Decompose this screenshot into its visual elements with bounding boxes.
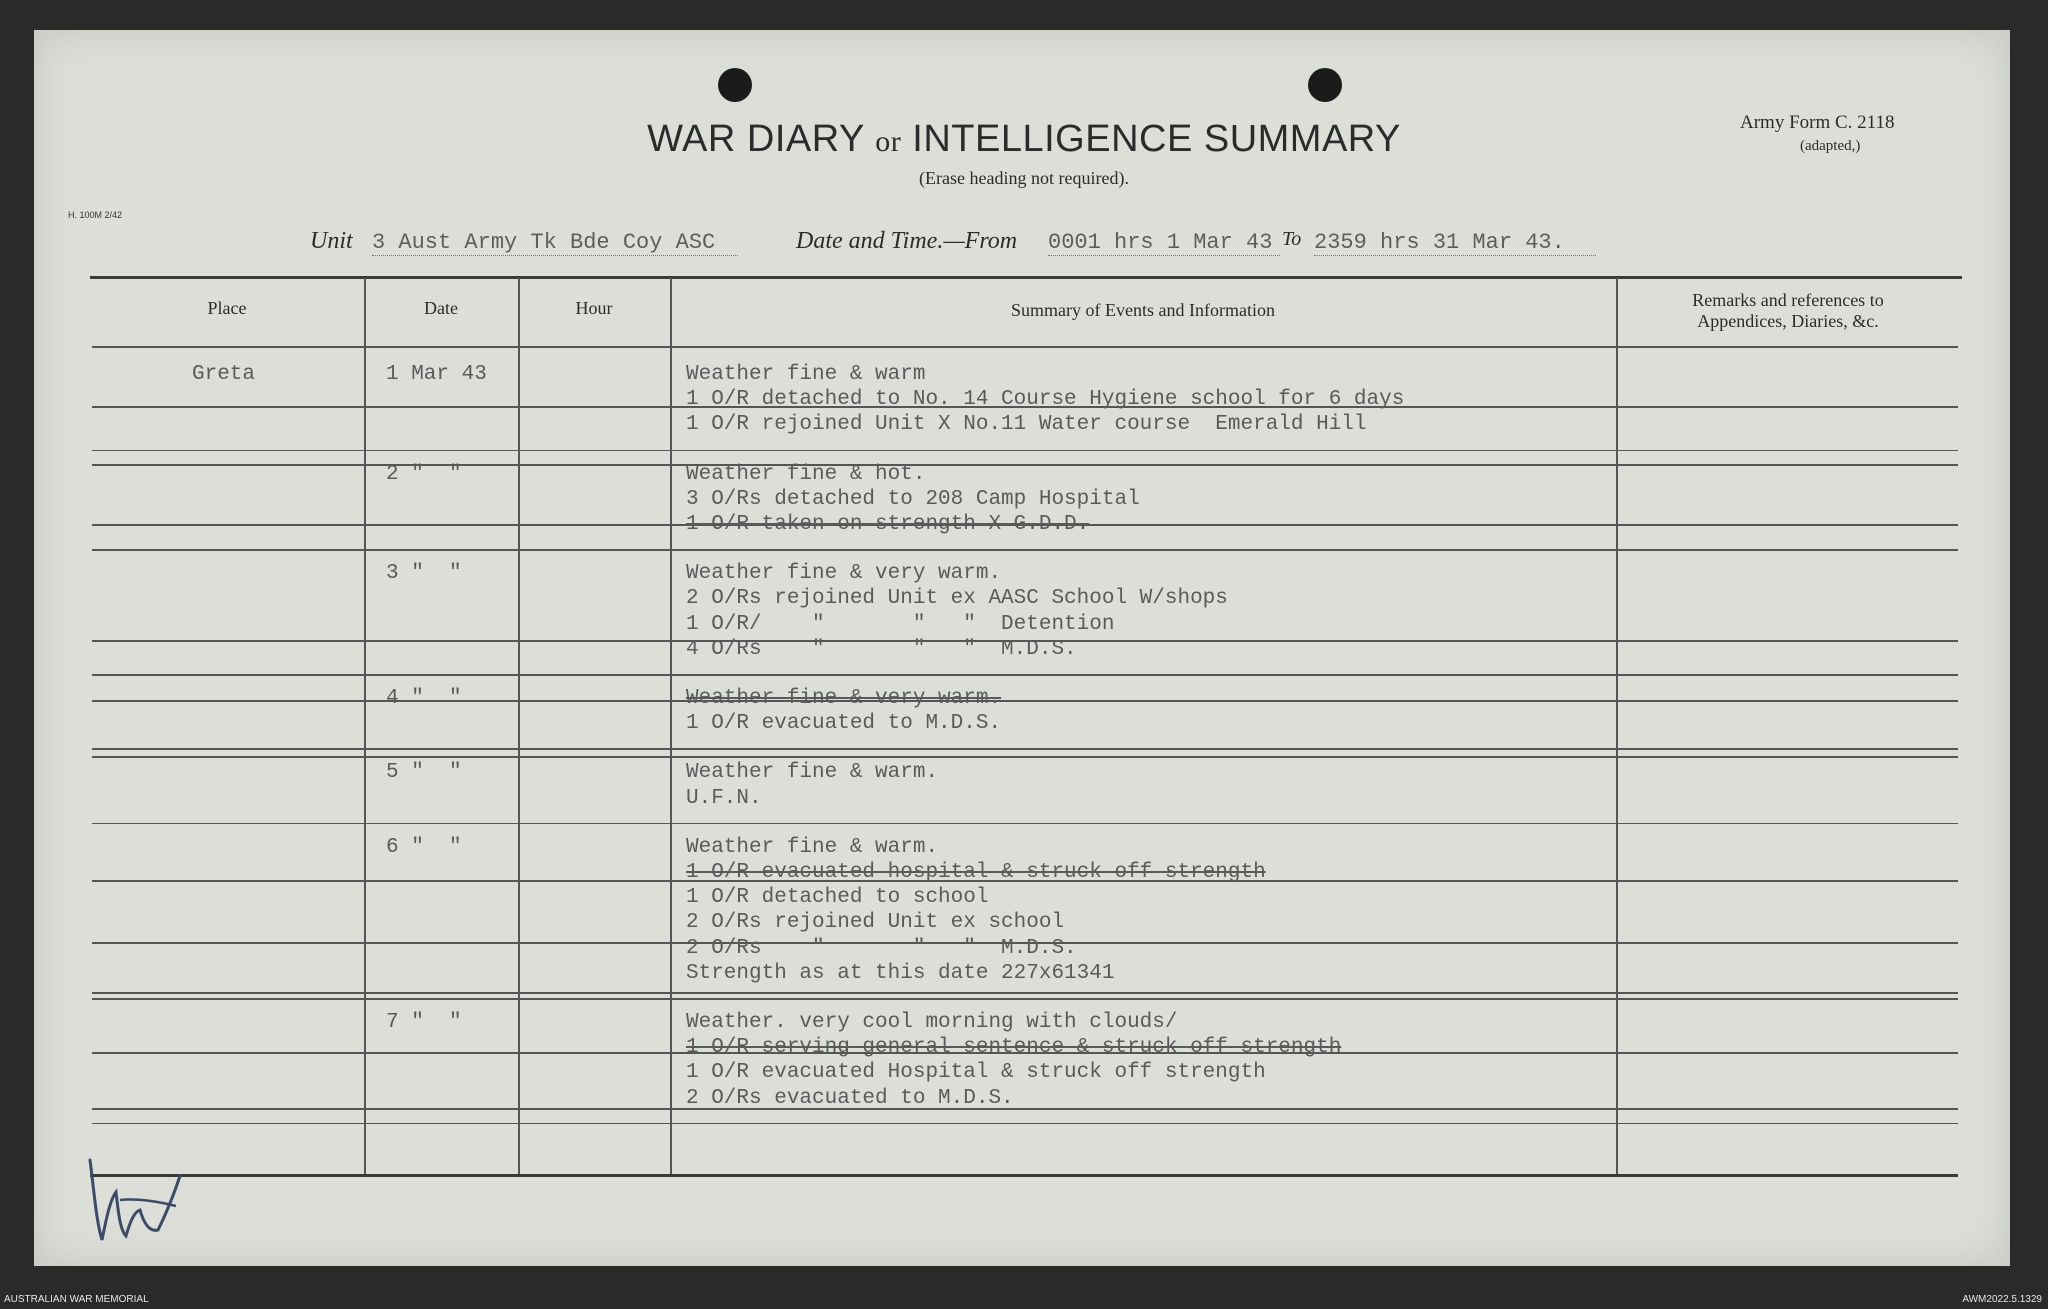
col-divider (1616, 278, 1618, 1174)
punch-hole (1308, 68, 1342, 102)
to-value: 2359 hrs 31 Mar 43. (1314, 230, 1596, 256)
date-time-label: Date and Time.—From (796, 228, 1018, 254)
title-or: or (875, 125, 902, 158)
summary-line: 1 O/R evacuated to M.D.S. (686, 712, 1002, 736)
summary-line: Weather fine & warm. (686, 761, 939, 785)
summary-line: 1 O/R serving general sentence & struck off strength (686, 1036, 1342, 1060)
army-form-adapted: (adapted,) (1800, 138, 1861, 154)
entry-date: 7 " " (386, 1011, 462, 1034)
col-header-summary: Summary of Events and Information (1011, 300, 1275, 320)
ruled-line (92, 756, 1958, 758)
summary-line: Weather fine & very warm. (686, 687, 1002, 710)
summary-line: 1 O/R evacuated hospital & struck off strength (686, 861, 1266, 884)
ruled-line (92, 992, 1958, 994)
summary-line: 1 O/R taken on strength X G.D.D. (686, 513, 1090, 536)
army-form-number: Army Form C. 2118 (1740, 112, 1895, 133)
col-header-date: Date (424, 298, 458, 318)
ruled-line (92, 346, 1958, 348)
entry-date: 4 " " (386, 687, 462, 710)
col-header-remarks (1618, 290, 1958, 332)
ruled-line (92, 998, 1958, 1000)
summary-line: Weather fine & very warm. (686, 562, 1002, 586)
remarks-header-line: Remarks and references to (1692, 290, 1884, 310)
punch-hole (718, 68, 752, 102)
print-code: H. 100M 2/42 (68, 210, 123, 220)
summary-line: 1 O/R evacuated Hospital & struck off strength (686, 1061, 1266, 1085)
title-intelligence-summary: INTELLIGENCE SUMMARY (912, 118, 1401, 160)
ruled-line (92, 748, 1958, 750)
summary-line: 4 O/Rs " " " M.D.S. (686, 637, 1077, 661)
entry-date: 2 " " (386, 462, 462, 486)
ruled-line (92, 549, 1958, 551)
summary-line: 1 O/R rejoined Unit X No.11 Water course Emerald Hill (686, 413, 1367, 437)
summary-line: 2 O/Rs rejoined Unit ex AASC School W/shops (686, 587, 1228, 611)
summary-line: 1 O/R/ " " " Detention (686, 612, 1115, 636)
entry-date: 5 " " (386, 761, 462, 785)
summary-line: 2 O/Rs evacuated to M.D.S. (686, 1086, 1014, 1110)
remarks-header-line: Appendices, Diaries, &c. (1697, 311, 1879, 331)
footer-source: AUSTRALIAN WAR MEMORIAL (4, 1294, 149, 1305)
form-subtitle: (Erase heading not required). (919, 168, 1129, 188)
table-bottom-rule (90, 1174, 1958, 1177)
summary-line: Weather fine & warm. (686, 835, 939, 859)
table-top-rule (90, 276, 1962, 279)
col-header-place: Place (207, 298, 247, 318)
ruled-line (92, 674, 1958, 676)
entry-date: 3 " " (386, 562, 462, 586)
to-label: To (1282, 228, 1302, 250)
summary-line: Weather fine & hot. (686, 462, 926, 486)
summary-line: 3 O/Rs detached to 208 Camp Hospital (686, 487, 1140, 511)
col-divider (518, 278, 520, 1174)
ruled-line (92, 1108, 1958, 1110)
ruled-line (92, 700, 1958, 702)
from-value: 0001 hrs 1 Mar 43 (1048, 230, 1280, 256)
signature-initials (80, 1140, 190, 1250)
summary-line: Weather fine & warm (686, 363, 926, 386)
entry-date: 6 " " (386, 835, 462, 859)
col-divider (364, 278, 366, 1174)
entry-date: 1 Mar 43 (386, 363, 487, 386)
ruled-line (92, 464, 1958, 466)
title-war-diary: WAR DIARY (647, 118, 865, 160)
ruled-line (92, 450, 1958, 452)
summary-line: 1 O/R detached to school (686, 886, 989, 910)
summary-line: 2 O/Rs " " " M.D.S. (686, 936, 1077, 960)
summary-line: Weather. very cool morning with clouds/ (686, 1011, 1178, 1034)
summary-line: Strength as at this date 227x61341 (686, 961, 1115, 985)
summary-line: 2 O/Rs rejoined Unit ex school (686, 911, 1065, 935)
unit-label: Unit (310, 228, 353, 254)
unit-value: 3 Aust Army Tk Bde Coy ASC (372, 230, 738, 256)
summary-line: 1 O/R detached to No. 14 Course Hygiene school for 6 days (686, 388, 1405, 412)
entry-place: Greta (192, 363, 256, 386)
footer-accession: AWM2022.5.1329 (1962, 1294, 2042, 1305)
ruled-line (92, 1123, 1958, 1125)
summary-line: U.F.N. (686, 786, 762, 810)
ruled-line (92, 823, 1958, 825)
col-header-hour: Hour (575, 298, 613, 318)
col-divider (670, 278, 672, 1174)
